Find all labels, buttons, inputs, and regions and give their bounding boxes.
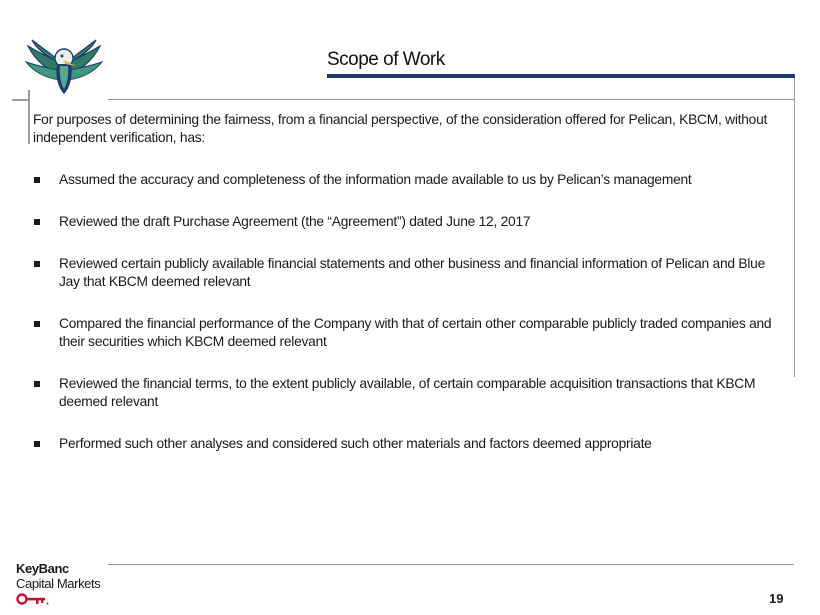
pelican-crest-icon [22, 36, 106, 100]
bullet-text: Reviewed the financial terms, to the extent publicly available, of certain comparable acquisition transactions that KBCM deemed relevant [59, 376, 756, 409]
bullet-text: Reviewed certain publicly available financial statements and other business and financial information of Pelican and Blue Jay that KBCM deemed relevant [59, 256, 766, 289]
square-bullet-icon [34, 177, 40, 183]
page-number: 19 [769, 591, 784, 606]
corner-mark-vertical [28, 90, 30, 144]
brand-subtitle: Capital Markets [16, 576, 101, 591]
bullet-text: Assumed the accuracy and completeness of the information made available to us by Pelican’s management [59, 172, 692, 187]
footer-divider [108, 564, 794, 565]
slide-title: Scope of Work [327, 49, 445, 70]
intro-paragraph: For purposes of determining the fairness, from a financial perspective, of the consideration offered for Pelican, KBCM, without independent verification, has: [33, 112, 768, 145]
slide-body [33, 111, 785, 477]
header-divider [108, 99, 794, 100]
square-bullet-icon [34, 261, 40, 267]
keybanc-logo [16, 562, 100, 611]
bullet-text: Compared the financial performance of the Company with that of certain other comparable publicly traded companies and their securities which KBCM deemed relevant [59, 316, 772, 349]
bullet-item [33, 213, 785, 231]
bullet-item [33, 315, 785, 351]
square-bullet-icon [34, 321, 40, 327]
bullet-list [33, 171, 785, 453]
bullet-item [33, 255, 785, 291]
bullet-text: Reviewed the draft Purchase Agreement (the “Agreement”) dated June 12, 2017 [59, 214, 531, 229]
square-bullet-icon [34, 219, 40, 225]
bullet-text: Performed such other analyses and considered such other materials and factors deemed appropriate [59, 436, 652, 451]
right-divider [794, 78, 795, 377]
square-bullet-icon [34, 381, 40, 387]
bullet-item [33, 435, 785, 453]
title-accent-bar [327, 74, 795, 78]
square-bullet-icon [34, 441, 40, 447]
brand-name: KeyBanc [16, 561, 69, 576]
bullet-item [33, 375, 785, 411]
bullet-item [33, 171, 785, 189]
key-icon [16, 592, 50, 606]
